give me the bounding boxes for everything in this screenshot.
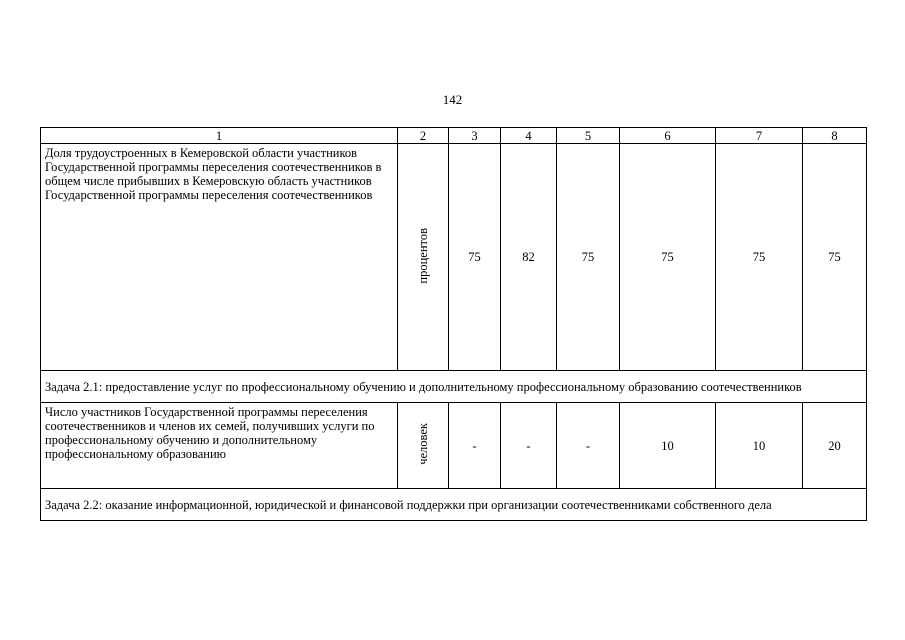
value-cell: 20 [803,403,867,489]
value-cell: - [449,403,501,489]
value-cell: 10 [716,403,803,489]
table-row [41,144,867,371]
indicators-table [40,127,867,521]
column-number: 7 [716,128,803,144]
unit-cell [398,403,449,489]
task-row [41,489,867,521]
column-number: 2 [398,128,449,144]
column-number: 4 [501,128,557,144]
unit-label: человек [416,423,430,465]
value-cell: 75 [620,144,716,371]
value-cell: 75 [803,144,867,371]
task-heading: Задача 2.1: предоставление услуг по профессиональному обучению и дополнительному профессиональному образованию соотечественников [41,371,867,403]
value-cell: 82 [501,144,557,371]
column-number: 3 [449,128,501,144]
value-cell: - [557,403,620,489]
value-cell: 10 [620,403,716,489]
unit-label: процентов [416,227,430,284]
column-number: 6 [620,128,716,144]
column-number: 1 [41,128,398,144]
indicator-name: Доля трудоустроенных в Кемеровской области участников Государственной программы переселения соотечественников в общем числе прибывших в Кемеровскую область участников Государственной программы переселения соотечественников [41,144,398,371]
value-cell: 75 [716,144,803,371]
value-cell: 75 [449,144,501,371]
task-heading: Задача 2.2: оказание информационной, юридической и финансовой поддержки при организации соотечественниками собственного дела [41,489,867,521]
table-row [41,403,867,489]
page-number: 142 [442,92,463,107]
task-row [41,371,867,403]
column-number-row [41,128,867,144]
column-number: 5 [557,128,620,144]
value-cell: 75 [557,144,620,371]
indicator-name: Число участников Государственной программы переселения соотечественников и членов их семей, получивших услуги по профессиональному обучению и дополнительному профессиональному образованию [41,403,398,489]
value-cell: - [501,403,557,489]
unit-cell [398,144,449,371]
column-number: 8 [803,128,867,144]
